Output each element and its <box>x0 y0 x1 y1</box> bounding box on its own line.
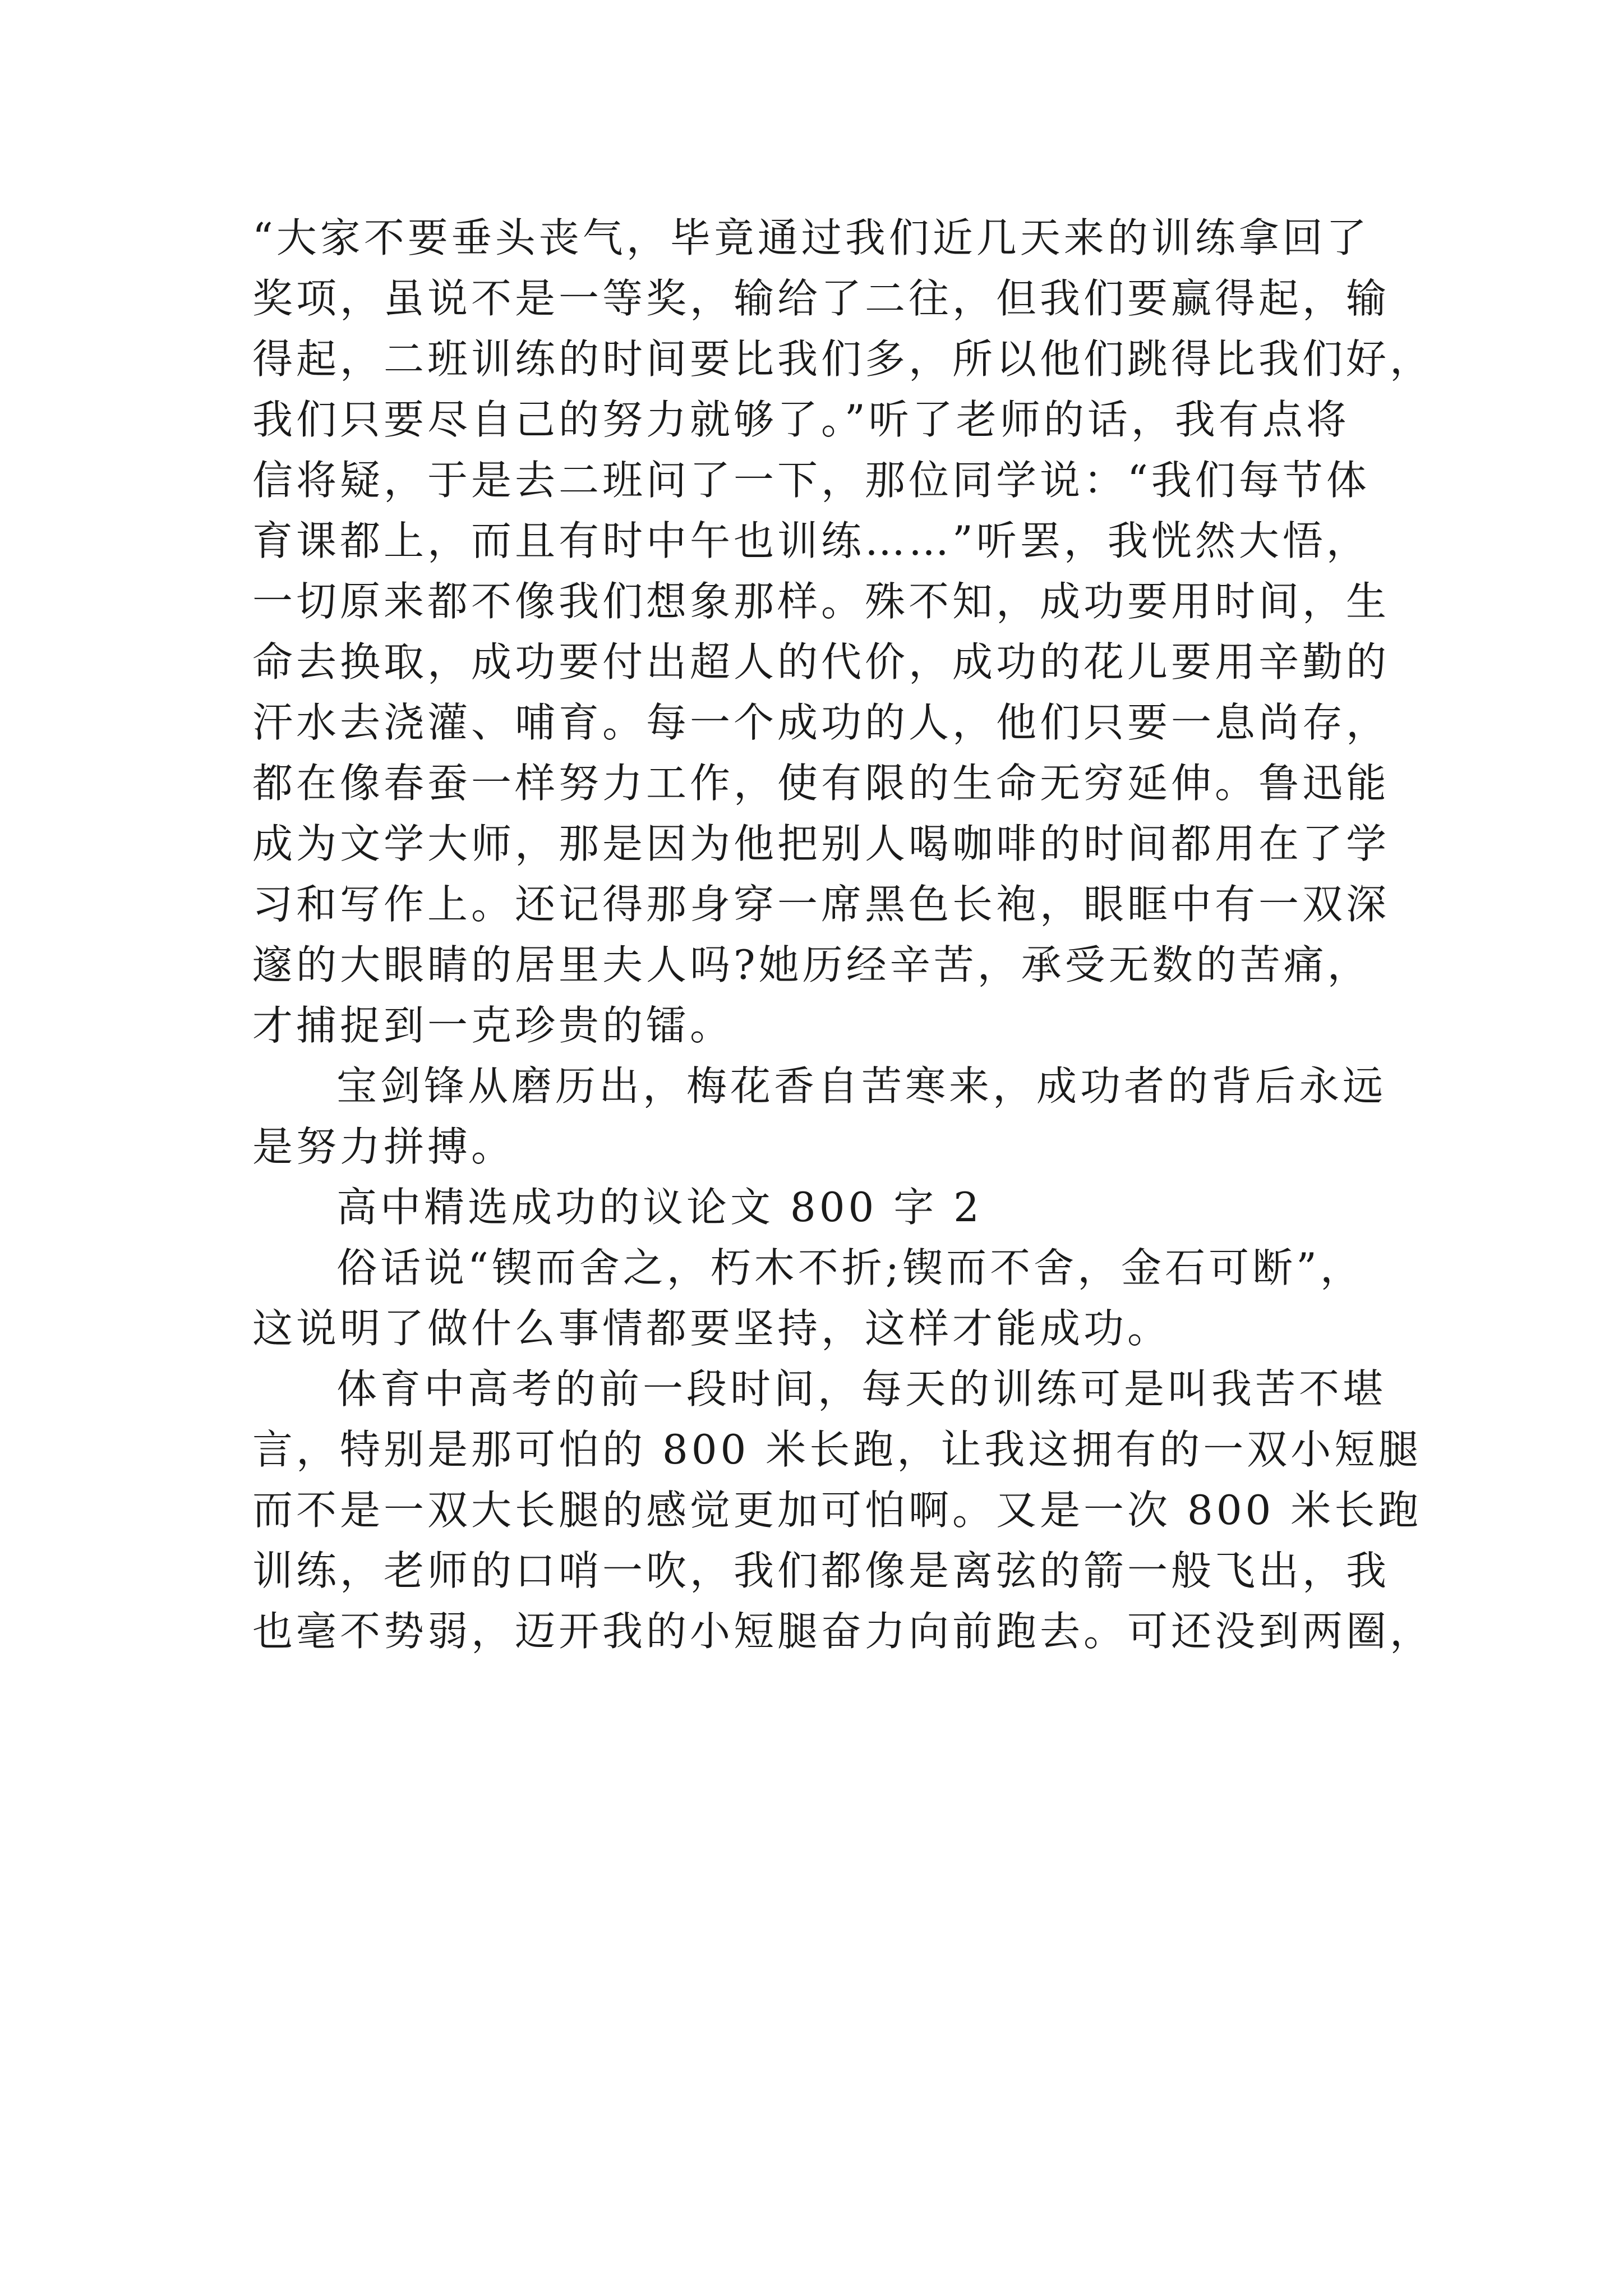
text-line: 汗水去浇灌、哺育。每一个成功的人，他们只要一息尚存， <box>252 699 1390 746</box>
text-line: 都在像春蚕一样努力工作，使有限的生命无穷延伸。鲁迅能 <box>252 760 1390 807</box>
text-line: 命去换取，成功要付出超人的代价，成功的花儿要用辛勤的 <box>252 638 1390 685</box>
paragraph-line: 训练，老师的口哨一吹，我们都像是离弦的箭一般飞出，我 <box>252 1547 1390 1594</box>
text-line: 育课都上，而且有时中午也训练……”听罢，我恍然大悟， <box>252 517 1370 564</box>
paragraph-line: 是努力拼搏。 <box>252 1123 515 1170</box>
paragraph-line: 俗话说“锲而舍之，朽木不折;锲而不舍，金石可断”， <box>336 1244 1364 1291</box>
paragraph-line: 也毫不势弱，迈开我的小短腿奋力向前跑去。可还没到两圈， <box>252 1608 1434 1655</box>
text-line: 得起，二班训练的时间要比我们多，所以他们跳得比我们好， <box>252 335 1434 383</box>
paragraph-line: 这说明了做什么事情都要坚持，这样才能成功。 <box>252 1305 1172 1352</box>
text-line: 奖项，虽说不是一等奖，输给了二往，但我们要赢得起，输 <box>252 275 1390 322</box>
text-line: 邃的大眼睛的居里夫人吗?她历经辛苦，承受无数的苦痛， <box>252 941 1371 988</box>
text-line: 信将疑，于是去二班问了一下，那位同学说：“我们每节体 <box>252 457 1370 504</box>
paragraph-line: 而不是一双大长腿的感觉更加可怕啊。又是一次 800 米长跑 <box>252 1487 1422 1534</box>
paragraph-line: 体育中高考的前一段时间，每天的训练可是叫我苦不堪 <box>336 1365 1387 1412</box>
text-line: “大家不要垂头丧气，毕竟通过我们近几天来的训练拿回了 <box>252 214 1370 261</box>
paragraph-line: 言，特别是那可怕的 800 米长跑，让我这拥有的一双小短腿 <box>252 1426 1422 1473</box>
text-line: 一切原来都不像我们想象那样。殊不知，成功要用时间，生 <box>252 578 1390 625</box>
text-line: 成为文学大师，那是因为他把别人喝咖啡的时间都用在了学 <box>252 820 1390 867</box>
document-body <box>252 208 1434 1662</box>
text-line: 才捕捉到一克珍贵的镭。 <box>252 1002 734 1049</box>
paragraph-line: 宝剑锋从磨历出，梅花香自苦寒来，成功者的背后永远 <box>336 1062 1387 1110</box>
section-heading: 高中精选成功的议论文 800 字 2 <box>336 1184 983 1231</box>
text-line: 我们只要尽自己的努力就够了。”听了老师的话，我有点将 <box>252 396 1350 443</box>
text-line: 习和写作上。还记得那身穿一席黑色长袍，眼眶中有一双深 <box>252 881 1390 928</box>
